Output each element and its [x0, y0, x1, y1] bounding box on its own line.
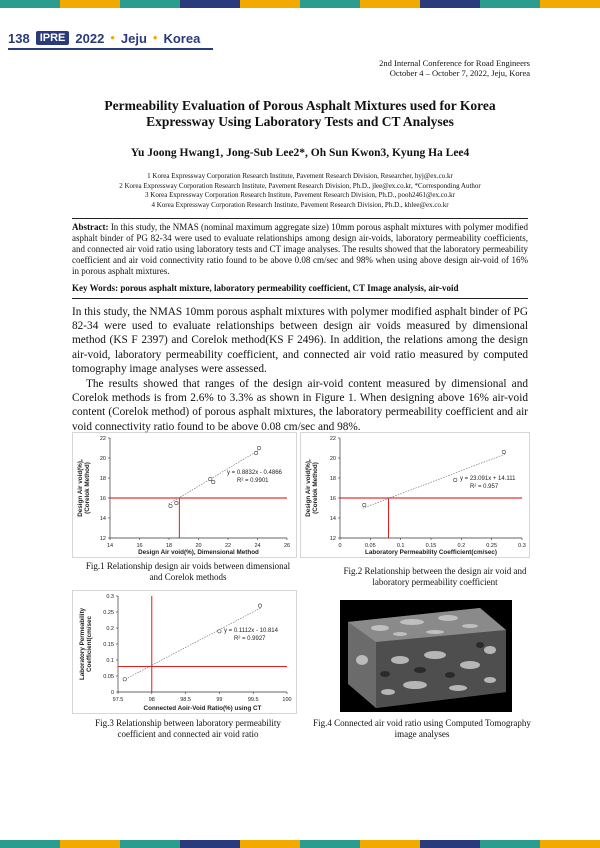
- y-tick-label: 18: [329, 476, 336, 482]
- chart-frame: [73, 433, 297, 558]
- abstract-text: In this study, the NMAS (nominal maximum aggregate size) 10mm porous asphalt mixtures with polymer modified asphalt binder of PG 82-34 were used to evaluate relationships among design air-voids, laboratory permeability coefficients, and connected air void ratio using laboratory tests and CT image analyses. The results showed that the laboratory permeability coefficient and air void connectivity ratio found to be above 0.08 cm/sec and 98% when using above design air-void of 16% in porous asphalt mixtures.: [72, 222, 528, 276]
- abstract: [72, 222, 528, 277]
- trendline-equation: y = 0.8832x - 0.4866: [227, 470, 282, 476]
- data-point: [169, 504, 172, 507]
- affiliation-3: 3 Korea Expressway Corporation Research Institute, Pavement Research Division, Ph.D., pooh2461@ex.co.kr: [145, 191, 455, 199]
- y-tick-label: 0.2: [106, 626, 114, 632]
- data-point: [502, 450, 505, 453]
- y-axis-label: [79, 607, 93, 680]
- data-point: [258, 604, 261, 607]
- figure-3-chart: [72, 590, 297, 714]
- x-axis-label: Laboratory Permeability Coefficient(cm/sec): [365, 549, 497, 556]
- data-point: [254, 451, 257, 454]
- logo-dot-icon: •: [110, 30, 115, 45]
- x-tick-label: 24: [254, 543, 261, 549]
- x-tick-label: 100: [282, 697, 292, 703]
- x-tick-label: 98: [148, 697, 155, 703]
- figure-3-caption: Fig.3 Relationship between laboratory permeability coefficient and connected air void ratio: [95, 718, 281, 739]
- body-paragraph-2: The results showed that ranges of the design air-void content measured by dimensional and Corelok methods is from 2.6% to 3.3% as shown in Figure 1. When designing above 16% air-void content (Corelok method) of porous asphalt mixtures, the laboratory permeability coefficient and air void connectivity ratio found to be above 0.08 cm/sec and 98%.: [72, 378, 528, 433]
- data-point: [363, 503, 366, 506]
- x-tick-label: 22: [224, 543, 232, 549]
- figure-1-caption: Fig.1 Relationship design air voids between dimensional and Corelok methods: [85, 561, 291, 582]
- logo-year: 2022: [75, 30, 105, 46]
- abstract-top-rule: [72, 218, 528, 219]
- header-underline: [8, 48, 213, 50]
- affiliation-1: 1 Korea Expressway Corporation Research Institute, Pavement Research Division, Researcher, hyj@ex.co.kr: [147, 172, 453, 180]
- conference-logo: [8, 30, 200, 46]
- top-color-stripe: [0, 0, 600, 8]
- data-point: [175, 501, 178, 504]
- r-squared-label: R² = 0.9901: [237, 478, 269, 484]
- data-point: [218, 630, 221, 633]
- y-tick-label: 20: [329, 456, 336, 462]
- figure-4-caption: Fig.4 Connected air void ratio using Computed Tomography image analyses: [313, 718, 531, 739]
- x-tick-label: 0.3: [518, 543, 526, 549]
- y-tick-label: 20: [99, 456, 106, 462]
- x-tick-label: 98.5: [180, 697, 191, 703]
- keywords: Key Words: porous asphalt mixture, laboratory permeability coefficient, CT Image analysis, air-void: [72, 283, 459, 293]
- y-tick-label: 0: [110, 690, 114, 696]
- data-point: [123, 678, 126, 681]
- figure-1-chart: [72, 432, 297, 558]
- data-point: [454, 478, 457, 481]
- y-tick-label: 22: [99, 436, 106, 442]
- x-tick-label: 0.2: [457, 543, 466, 549]
- y-tick-label: 0.3: [106, 594, 114, 600]
- logo-dot-icon: •: [152, 30, 158, 45]
- r-squared-label: R² = 0.957: [470, 484, 499, 490]
- y-tick-label: 16: [99, 496, 106, 502]
- x-axis-label: Design Air void(%), Dimensional Method: [138, 549, 259, 556]
- logo-city: Jeju: [120, 30, 147, 46]
- x-tick-label: 14: [106, 543, 114, 549]
- y-axis-label-line: Laboratory Permeability: [79, 607, 86, 681]
- affiliations: [70, 172, 530, 210]
- body-paragraph-1: In this study, the NMAS 10mm porous asphalt mixtures with polymer modified asphalt binder of PG 82-34 were used to evaluate relationships between design air voids measured by dimensional method (KS F 2397) and Corelok method(KS F 2496). In addition, the relations among the design air-void, laboratory permeability coefficient, and connected air void ratio measured by computed tomography image analyses were assessed.: [72, 306, 528, 375]
- x-tick-label: 16: [136, 543, 143, 549]
- y-tick-label: 0.1: [106, 658, 114, 664]
- page-number: 138: [8, 30, 30, 46]
- y-axis-label-line: Design Air void(%),: [305, 459, 312, 517]
- figure-2-chart: [300, 432, 530, 558]
- conference-info: [379, 58, 530, 78]
- logo-country: Korea: [163, 30, 201, 46]
- x-tick-label: 18: [165, 543, 173, 549]
- figure-2-caption: Fig.2 Relationship between the design air void and laboratory permeability coefficient: [343, 566, 527, 587]
- y-axis-label: [77, 459, 91, 517]
- y-tick-label: 0.25: [103, 610, 114, 616]
- data-point: [209, 477, 212, 480]
- x-tick-label: 97.5: [112, 697, 124, 703]
- y-tick-label: 0.15: [103, 642, 114, 648]
- y-tick-label: 12: [329, 536, 336, 542]
- title-line-2: Expressway Using Laboratory Tests and CT Analyses: [146, 114, 454, 129]
- data-point: [212, 480, 215, 483]
- x-tick-label: 0.1: [396, 543, 405, 549]
- y-tick-label: 14: [329, 516, 336, 522]
- y-axis-label-line: (Corelok Method): [312, 462, 319, 514]
- author-list: Yu Joong Hwang1, Jong-Sub Lee2*, Oh Sun Kwon3, Kyung Ha Lee4: [130, 147, 470, 159]
- abstract-label: Abstract:: [72, 222, 109, 232]
- x-tick-label: 0.15: [425, 543, 437, 549]
- conference-name: 2nd Internal Conference for Road Engineers: [379, 58, 530, 68]
- paper-title: [70, 98, 530, 130]
- affiliation-2: 2 Korea Expressway Corporation Research Institute, Pavement Research Division, Ph.D., jlee@ex.co.kr, *Corresponding Author: [119, 181, 481, 190]
- conference-dates: October 4 – October 7, 2022, Jeju, Korea: [389, 68, 530, 78]
- x-tick-label: 0: [338, 543, 342, 549]
- x-tick-label: 20: [195, 543, 202, 549]
- x-tick-label: 99: [216, 697, 223, 703]
- y-tick-label: 12: [99, 536, 106, 542]
- y-axis-label: [305, 459, 319, 517]
- title-line-1: Permeability Evaluation of Porous Asphalt Mixtures used for Korea: [104, 98, 496, 113]
- y-axis-label-line: Design Air void(%),: [77, 459, 84, 517]
- x-tick-label: 0.25: [486, 543, 498, 549]
- logo-mark: IPRE: [36, 31, 70, 45]
- y-tick-label: 22: [329, 436, 336, 442]
- y-tick-label: 18: [99, 476, 106, 482]
- ct-scan-image: [340, 600, 512, 712]
- x-axis-label: Connected Aoir-Void Ratio(%) using CT: [143, 705, 262, 712]
- x-tick-label: 99.5: [247, 697, 259, 703]
- y-axis-label-line: Coefficient(cm/sec: [86, 616, 93, 672]
- x-tick-label: 0.05: [364, 543, 376, 549]
- r-squared-label: R² = 0.9927: [234, 636, 266, 642]
- y-tick-label: 14: [99, 516, 106, 522]
- trendline-equation: y = 0.1112x - 10.814: [224, 628, 278, 634]
- y-tick-label: 16: [329, 496, 336, 502]
- y-axis-label-line: (Corelok Method): [84, 462, 91, 514]
- data-point: [257, 446, 260, 449]
- affiliation-4: 4 Korea Expressway Corporation Research Institute, Pavement Research Division, Ph.D., khlee@ex.co.kr: [151, 200, 449, 209]
- bottom-color-stripe: [0, 840, 600, 848]
- abstract-bottom-rule: [72, 298, 528, 299]
- x-tick-label: 26: [283, 543, 291, 549]
- y-tick-label: 0.05: [103, 674, 114, 680]
- trendline-equation: y = 23.091x + 14.111: [460, 476, 516, 482]
- chart-frame: [73, 591, 297, 714]
